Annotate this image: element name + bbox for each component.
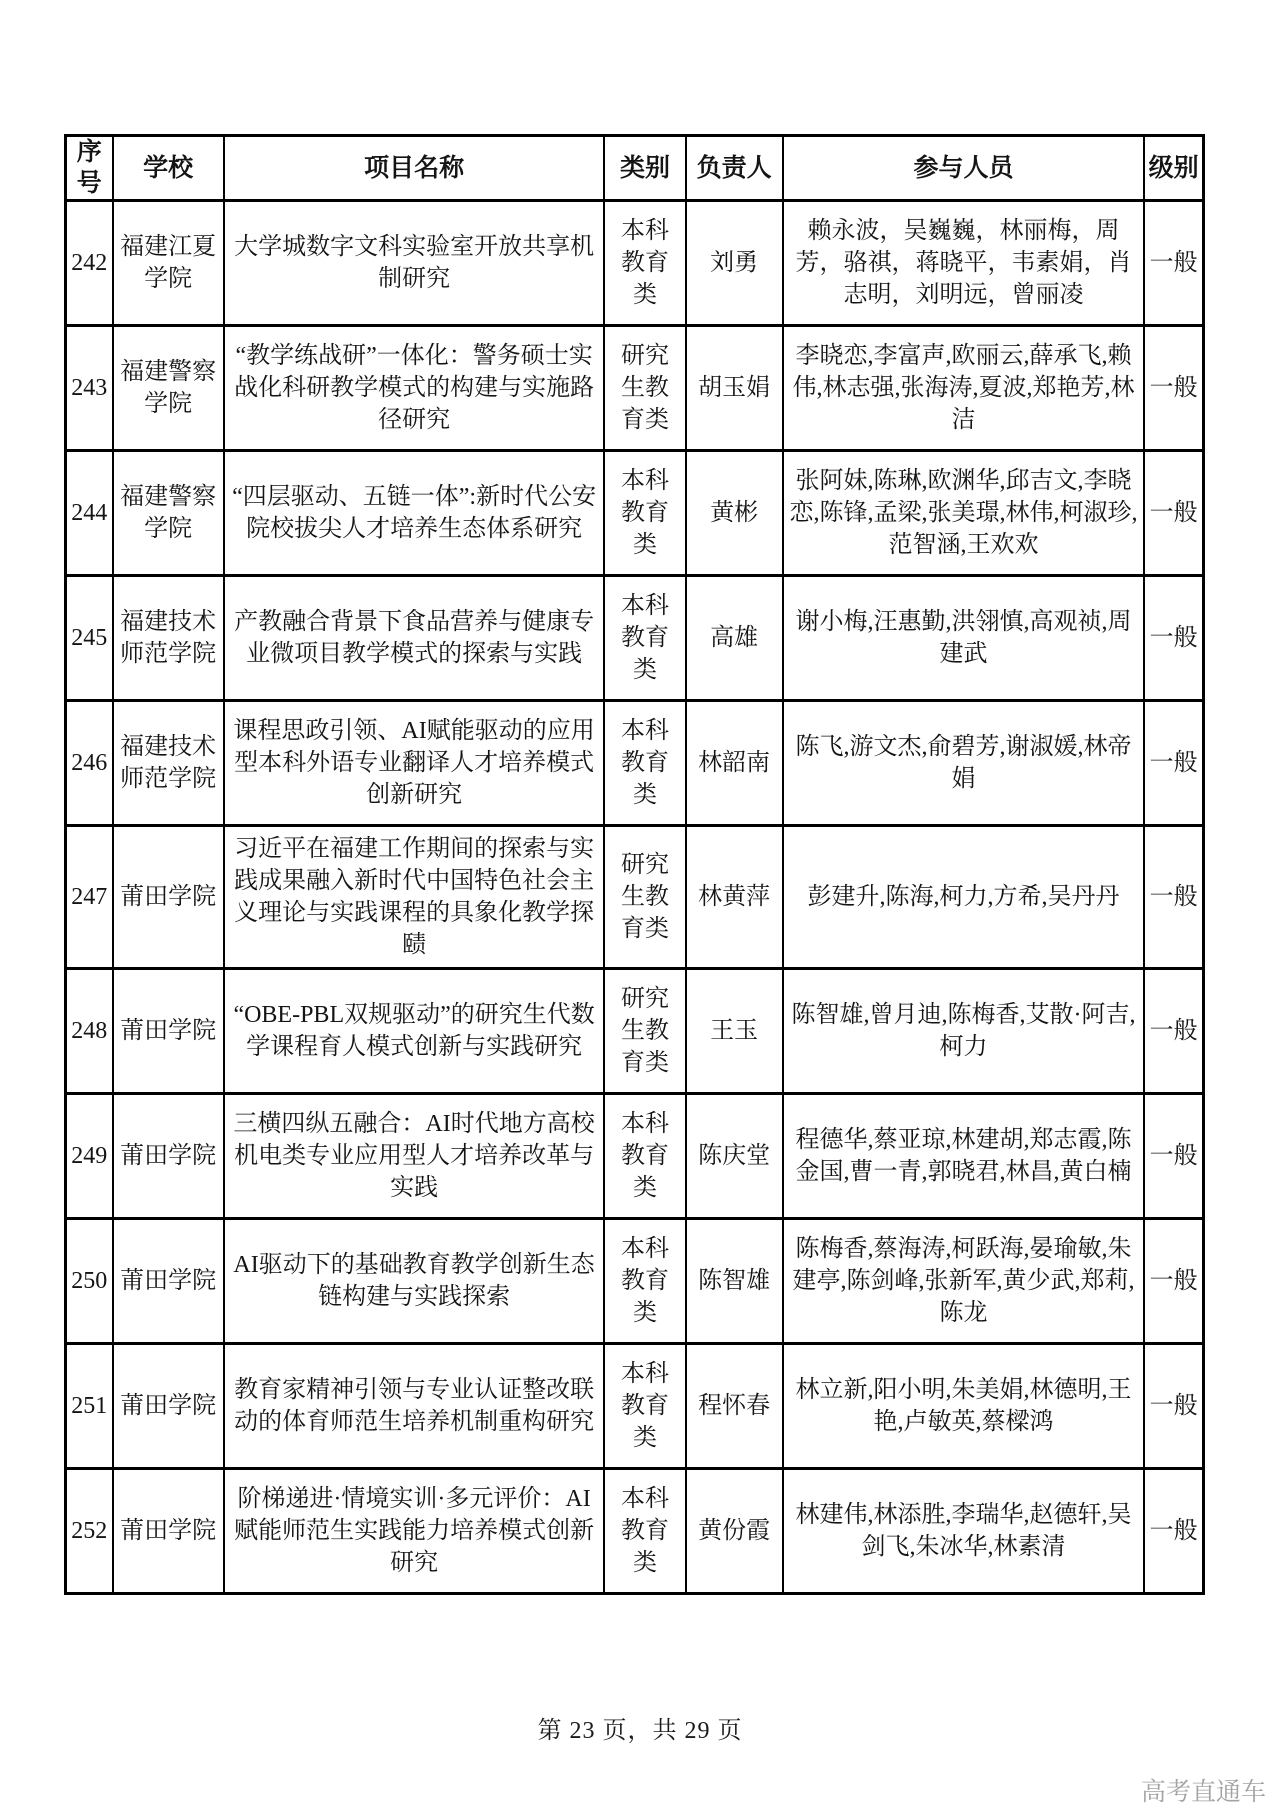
cell-project: “教学练战研”一体化：警务硕士实战化科研教学模式的构建与实施路径研究 [224,326,605,451]
cell-participants: 谢小梅,汪惠勤,洪翎慎,高观祯,周建武 [783,576,1145,701]
cell-no: 243 [66,326,113,451]
cell-school: 莆田学院 [113,1219,224,1344]
cell-level: 一般 [1144,576,1203,701]
col-header-category: 类别 [604,136,685,201]
cell-participants: 陈智雄,曾月迪,陈梅香,艾散·阿吉,柯力 [783,969,1145,1094]
cell-participants: 陈飞,游文杰,俞碧芳,谢淑媛,林帝娟 [783,701,1145,826]
cell-leader: 陈庆堂 [686,1094,783,1219]
cell-level: 一般 [1144,826,1203,969]
table-header [66,136,1204,201]
table-row [66,576,1204,701]
cell-category: 本科教育类 [604,1469,685,1594]
cell-school: 莆田学院 [113,1344,224,1469]
cell-participants: 张阿妹,陈琳,欧渊华,邱吉文,李晓恋,陈锋,孟梁,张美璟,林伟,柯淑珍,范智涵,王欢欢 [783,451,1145,576]
cell-leader: 陈智雄 [686,1219,783,1344]
col-header-participants: 参与人员 [783,136,1145,201]
cell-project: 三横四纵五融合：AI时代地方高校机电类专业应用型人才培养改革与实践 [224,1094,605,1219]
cell-participants: 赖永波，吴巍巍，林丽梅，周芳，骆祺，蒋晓平，韦素娟，肖志明，刘明远，曾丽凌 [783,201,1145,326]
cell-no: 242 [66,201,113,326]
cell-no: 251 [66,1344,113,1469]
cell-no: 249 [66,1094,113,1219]
cell-leader: 刘勇 [686,201,783,326]
cell-leader: 林韶南 [686,701,783,826]
cell-school: 福建技术师范学院 [113,576,224,701]
cell-participants: 林立新,阳小明,朱美娟,林德明,王艳,卢敏英,蔡樑鸿 [783,1344,1145,1469]
cell-no: 244 [66,451,113,576]
cell-level: 一般 [1144,969,1203,1094]
cell-category: 本科教育类 [604,576,685,701]
table-row [66,201,1204,326]
cell-category: 本科教育类 [604,701,685,826]
col-header-level: 级别 [1144,136,1203,201]
cell-school: 福建警察学院 [113,451,224,576]
cell-category: 本科教育类 [604,1219,685,1344]
cell-level: 一般 [1144,451,1203,576]
cell-school: 福建技术师范学院 [113,701,224,826]
table-row [66,969,1204,1094]
projects-table [64,134,1205,1595]
cell-school: 莆田学院 [113,1469,224,1594]
cell-level: 一般 [1144,201,1203,326]
cell-leader: 程怀春 [686,1344,783,1469]
cell-project: “OBE-PBL双规驱动”的研究生代数学课程育人模式创新与实践研究 [224,969,605,1094]
cell-category: 本科教育类 [604,1094,685,1219]
cell-leader: 黄份霞 [686,1469,783,1594]
cell-school: 莆田学院 [113,826,224,969]
cell-leader: 林黄萍 [686,826,783,969]
cell-participants: 李晓恋,李富声,欧丽云,薛承飞,赖伟,林志强,张海涛,夏波,郑艳芳,林洁 [783,326,1145,451]
cell-school: 福建江夏学院 [113,201,224,326]
table-row [66,1469,1204,1594]
cell-participants: 林建伟,林添胜,李瑞华,赵德轩,吴剑飞,朱冰华,林素清 [783,1469,1145,1594]
table-row [66,1094,1204,1219]
cell-project: AI驱动下的基础教育教学创新生态链构建与实践探索 [224,1219,605,1344]
cell-leader: 高雄 [686,576,783,701]
cell-level: 一般 [1144,1469,1203,1594]
cell-participants: 陈梅香,蔡海涛,柯跃海,晏瑜敏,朱建亭,陈剑峰,张新军,黄少武,郑莉,陈龙 [783,1219,1145,1344]
cell-no: 245 [66,576,113,701]
cell-leader: 王玉 [686,969,783,1094]
cell-project: “四层驱动、五链一体”:新时代公安院校拔尖人才培养生态体系研究 [224,451,605,576]
cell-school: 莆田学院 [113,969,224,1094]
cell-no: 252 [66,1469,113,1594]
cell-project: 阶梯递进·情境实训·多元评价：AI赋能师范生实践能力培养模式创新研究 [224,1469,605,1594]
cell-category: 研究生教育类 [604,826,685,969]
table-row [66,1219,1204,1344]
cell-level: 一般 [1144,1094,1203,1219]
cell-category: 本科教育类 [604,451,685,576]
cell-school: 莆田学院 [113,1094,224,1219]
cell-project: 教育家精神引领与专业认证整改联动的体育师范生培养机制重构研究 [224,1344,605,1469]
col-header-no: 序号 [66,136,113,201]
table-row [66,701,1204,826]
cell-level: 一般 [1144,1344,1203,1469]
col-header-project: 项目名称 [224,136,605,201]
cell-no: 248 [66,969,113,1094]
cell-category: 本科教育类 [604,201,685,326]
cell-project: 习近平在福建工作期间的探索与实践成果融入新时代中国特色社会主义理论与实践课程的具象化教学探赜 [224,826,605,969]
cell-project: 课程思政引领、AI赋能驱动的应用型本科外语专业翻译人才培养模式创新研究 [224,701,605,826]
cell-no: 247 [66,826,113,969]
page-number: 第 23 页，共 29 页 [537,1718,743,1744]
watermark: 高考直通车 [1140,1778,1266,1806]
table-row [66,326,1204,451]
cell-no: 250 [66,1219,113,1344]
cell-category: 研究生教育类 [604,326,685,451]
table-body [66,201,1204,1594]
col-header-leader: 负责人 [686,136,783,201]
cell-leader: 黄彬 [686,451,783,576]
col-header-school: 学校 [113,136,224,201]
table-row [66,826,1204,969]
cell-school: 福建警察学院 [113,326,224,451]
cell-project: 产教融合背景下食品营养与健康专业微项目教学模式的探索与实践 [224,576,605,701]
cell-participants: 程德华,蔡亚琼,林建胡,郑志霞,陈金国,曹一青,郭晓君,林昌,黄白楠 [783,1094,1145,1219]
cell-no: 246 [66,701,113,826]
table-row [66,1344,1204,1469]
cell-level: 一般 [1144,1219,1203,1344]
cell-category: 本科教育类 [604,1344,685,1469]
cell-leader: 胡玉娟 [686,326,783,451]
header-row [66,136,1204,201]
cell-project: 大学城数字文科实验室开放共享机制研究 [224,201,605,326]
cell-level: 一般 [1144,326,1203,451]
cell-level: 一般 [1144,701,1203,826]
cell-category: 研究生教育类 [604,969,685,1094]
table-row [66,451,1204,576]
cell-participants: 彭建升,陈海,柯力,方希,吴丹丹 [783,826,1145,969]
